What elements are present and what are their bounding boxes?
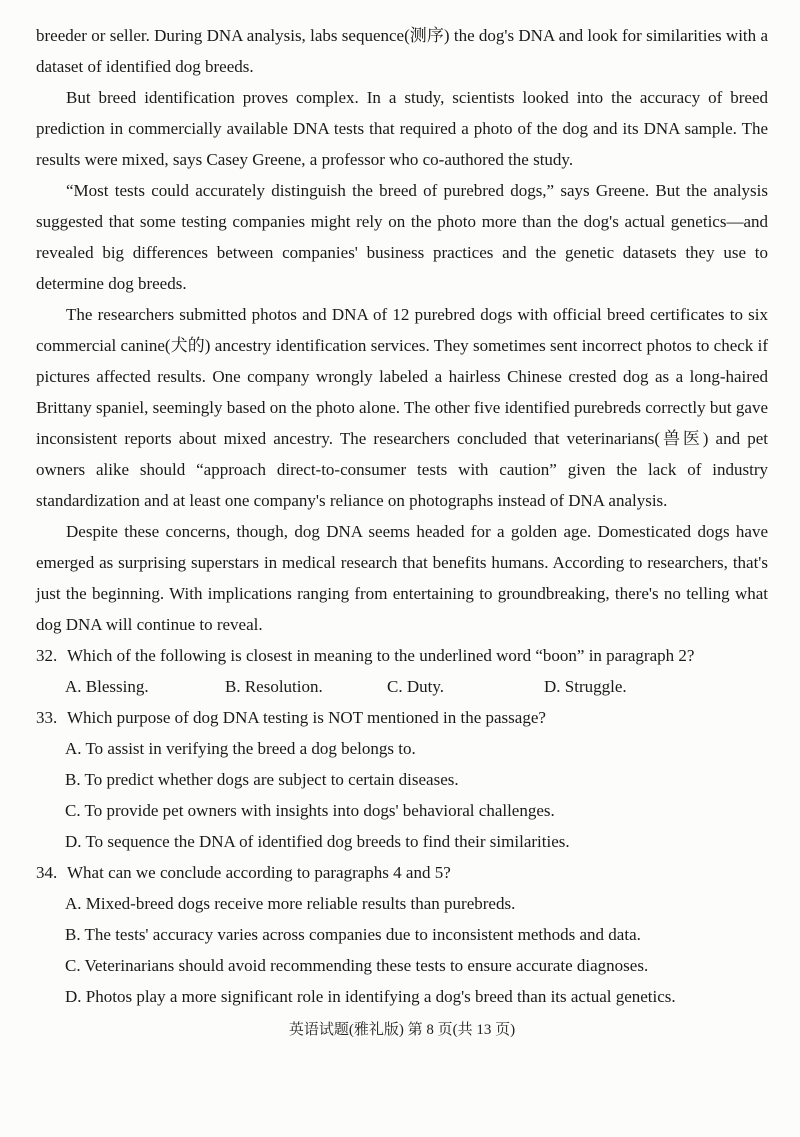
question-34-option-c: C. Veterinarians should avoid recommending these tests to ensure accurate diagnoses.: [65, 956, 649, 975]
question-33-stem: Which purpose of dog DNA testing is NOT mentioned in the passage?: [67, 708, 546, 727]
passage-paragraph-4: The researchers submitted photos and DNA of 12 purebred dogs with official breed certificates to six commercial canine(犬的) ancestry identification services. They sometimes sent incorrect photos to check if pictures affected results. One company wrongly labeled a hairless Chinese crested dog as a long-haired Brittany spaniel, seemingly based on the photo alone. The other five identified purebreds correctly but gave inconsistent reports about mixed ancestry. The researchers concluded that veterinarians(兽医) and pet owners alike should “approach direct-to-consumer tests with caution” given the lack of industry standardization and at least one company's reliance on photographs instead of DNA analysis.: [36, 305, 768, 510]
question-33-option-a: A. To assist in verifying the breed a dog belongs to.: [65, 739, 416, 758]
passage-paragraph-1: breeder or seller. During DNA analysis, labs sequence(测序) the dog's DNA and look for similarities with a dataset of identified dog breeds.: [36, 26, 768, 76]
passage-paragraph-5: Despite these concerns, though, dog DNA seems headed for a golden age. Domesticated dogs have emerged as surprising superstars in medical research that benefits humans. According to researchers, that's just the beginning. With implications ranging from entertaining to groundbreaking, there's no telling what dog DNA will continue to reveal.: [36, 522, 768, 634]
passage-paragraph-2: But breed identification proves complex. In a study, scientists looked into the accuracy of breed prediction in commercially available DNA tests that required a photo of the dog and its DNA sample. The results were mixed, says Casey Greene, a professor who co-authored the study.: [36, 88, 768, 169]
question-33-option-d: D. To sequence the DNA of identified dog breeds to find their similarities.: [65, 832, 570, 851]
question-34-number: 34.: [36, 863, 58, 882]
question-32: [36, 640, 768, 671]
question-32-options: [36, 671, 768, 702]
question-32-option-c: C. Duty.: [387, 677, 444, 696]
question-32-option-d: D. Struggle.: [544, 677, 627, 696]
question-32-number: 32.: [36, 646, 58, 665]
question-34: [36, 857, 768, 888]
question-34-option-d: D. Photos play a more significant role in identifying a dog's breed than its actual genetics.: [65, 987, 676, 1006]
question-32-option-b: B. Resolution.: [225, 677, 323, 696]
passage-paragraph-3: “Most tests could accurately distinguish the breed of purebred dogs,” says Greene. But the analysis suggested that some testing companies might rely on the photo more than the dog's actual genetics—and revealed big differences between companies' business practices and the genetic datasets they use to determine dog breeds.: [36, 181, 768, 293]
question-32-option-a: A. Blessing.: [65, 677, 149, 696]
question-33: [36, 702, 768, 733]
question-33-option-c: C. To provide pet owners with insights into dogs' behavioral challenges.: [65, 801, 555, 820]
question-33-option-b: B. To predict whether dogs are subject to certain diseases.: [65, 770, 459, 789]
page-footer: 英语试题(雅礼版) 第 8 页(共 13 页): [288, 1022, 516, 1038]
question-34-option-b: B. The tests' accuracy varies across companies due to inconsistent methods and data.: [65, 925, 641, 944]
question-34-option-a: A. Mixed-breed dogs receive more reliable results than purebreds.: [65, 894, 516, 913]
question-32-stem: Which of the following is closest in meaning to the underlined word “boon” in paragraph 2?: [67, 646, 695, 665]
question-34-stem: What can we conclude according to paragraphs 4 and 5?: [67, 863, 451, 882]
question-33-number: 33.: [36, 708, 58, 727]
